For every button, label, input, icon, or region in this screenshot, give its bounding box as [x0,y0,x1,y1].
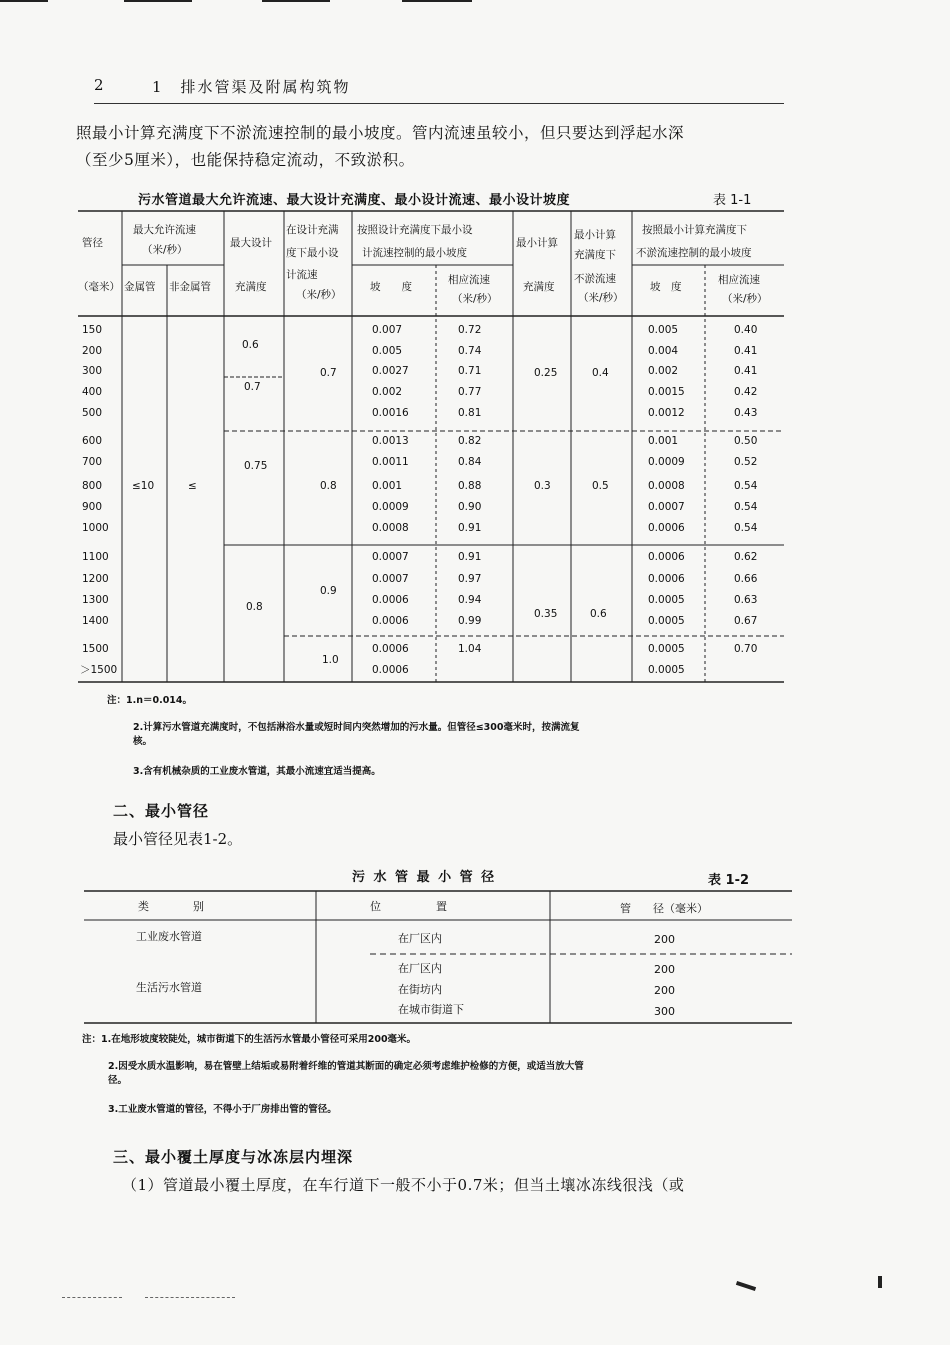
calc-slope-cell: 0.004 [648,345,679,357]
t2-hdr-category: 类 别 [138,900,204,913]
min-calc-fill-0: 0.25 [534,367,558,379]
hdr-nonmetal: 非金属管 [169,281,211,293]
design-velocity-cell: 1.04 [458,643,482,655]
design-slope-cell: 0.002 [372,386,403,398]
hdr-nonsilt-1: 最小计算 [574,229,616,241]
t2-row1-category: 生活污水管道 [136,981,202,994]
hdr-mincalc-1: 最小计算 [516,237,558,249]
design-velocity-cell: 0.88 [458,480,482,492]
hdr-corrv2-2: （米/秒） [722,293,768,305]
design-slope-cell: 0.0006 [372,643,409,655]
t2-hdr-location: 位 置 [370,900,447,913]
diameter-cell: 1000 [82,522,109,534]
intro-line-1: 照最小计算充满度下不淤流速控制的最小坡度。管内流速虽较小，但只要达到浮起水深 [76,124,685,142]
diameter-cell: 900 [82,501,103,513]
intro-line-2: （至少5厘米），也能保持稳定流动，不致淤积。 [76,151,415,169]
table1-note-2-line2: 核。 [133,736,153,747]
design-velocity-cell: 0.77 [458,386,482,398]
calc-slope-cell: 0.0007 [648,501,685,513]
calc-slope-cell: 0.0012 [648,407,685,419]
calc-slope-cell: 0.0005 [648,643,685,655]
calc-velocity-cell: 0.43 [734,407,758,419]
table1-caption: 污水管道最大允许流速、最大设计充满度、最小设计流速、最小设计坡度 [138,193,571,208]
min-design-velocity-0: 0.7 [320,367,337,379]
hdr-slope-group-1: 按照设计充满度下最小设 [357,224,473,236]
table2-note-1: 注：1.在地形坡度较陡处，城市街道下的生活污水管最小管径可采用200毫米。 [82,1034,417,1045]
design-slope-cell: 0.005 [372,345,403,357]
hdr-slope-group2-1: 按照最小计算充满度下 [642,224,747,236]
calc-velocity-cell: 0.41 [734,365,758,377]
diameter-cell: 1400 [82,615,109,627]
design-velocity-cell: 0.91 [458,551,482,563]
section-3-text: （1）管道最小覆土厚度，在车行道下一般不小于0.7米；但当土壤冰冻线很浅（或 [122,1176,685,1194]
calc-slope-cell: 0.0005 [648,615,685,627]
calc-slope-cell: 0.002 [648,365,679,377]
table2-note-2-line1: 2.因受水质水温影响，易在管壁上结垢或易附着纤维的管道其断面的确定必须考虑维护检修的方便，或适当放大管 [108,1061,584,1072]
hdr-diameter-2: （毫米） [78,281,120,293]
t2-row3-diameter: 300 [654,1005,675,1018]
calc-slope-cell: 0.0005 [648,594,685,606]
hdr-metal: 金属管 [124,281,156,293]
max-fill-3: 0.8 [246,601,263,613]
scan-mark [62,1297,122,1299]
diameter-cell: 200 [82,345,103,357]
design-slope-cell: 0.0006 [372,594,409,606]
hdr-maxv-1: 最大允许流速 [133,224,196,236]
calc-velocity-cell: 0.70 [734,643,758,655]
hdr-maxv-2: （米/秒） [142,244,188,256]
calc-velocity-cell: 0.67 [734,615,758,627]
calc-slope-cell: 0.0005 [648,664,685,676]
calc-velocity-cell: 0.42 [734,386,758,398]
calc-slope-cell: 0.0015 [648,386,685,398]
design-slope-cell: 0.0027 [372,365,409,377]
design-velocity-cell: 0.82 [458,435,482,447]
diameter-cell: 300 [82,365,103,377]
table2-note-3: 3.工业废水管道的管径，不得小于厂房排出管的管径。 [108,1104,337,1115]
design-velocity-cell: 0.91 [458,522,482,534]
hdr-mindv-1: 在设计充满 [286,224,339,236]
diameter-cell: 150 [82,324,103,336]
hdr-diameter-1: 管径 [82,237,103,249]
t2-row0-diameter: 200 [654,933,675,946]
design-velocity-cell: 0.72 [458,324,482,336]
calc-slope-cell: 0.0006 [648,573,685,585]
hdr-corrv2-1: 相应流速 [718,274,760,286]
chapter-title: 1 排水管渠及附属构筑物 [152,78,351,96]
min-calc-fill-2: 0.35 [534,608,558,620]
section-2-text: 最小管径见表1-2。 [113,830,243,848]
hdr-mindv-4: （米/秒） [296,289,342,301]
nonsilt-velocity-2: 0.6 [590,608,607,620]
hdr-nonsilt-2: 充满度下 [574,249,616,261]
t2-row1-location: 在厂区内 [398,962,442,975]
design-slope-cell: 0.0011 [372,456,409,468]
design-slope-cell: 0.0007 [372,573,409,585]
diameter-cell: ＞1500 [80,664,118,676]
hdr-slope2: 坡 度 [650,281,682,293]
design-velocity-cell: 0.81 [458,407,482,419]
table2-number: 表 1-2 [708,873,750,888]
hdr-nonsilt-4: （米/秒） [578,292,624,304]
hdr-corrv-1: 相应流速 [448,274,490,286]
calc-velocity-cell: 0.54 [734,522,758,534]
section-2-title: 二、最小管径 [113,802,210,820]
hdr-mincalc-2: 充满度 [523,281,555,293]
design-slope-cell: 0.0016 [372,407,409,419]
calc-slope-cell: 0.0009 [648,456,685,468]
calc-velocity-cell: 0.52 [734,456,758,468]
hdr-maxfill-1: 最大设计 [230,237,272,249]
design-slope-cell: 0.0006 [372,615,409,627]
diameter-cell: 400 [82,386,103,398]
design-slope-cell: 0.0008 [372,522,409,534]
design-velocity-cell: 0.74 [458,345,482,357]
design-slope-cell: 0.001 [372,480,403,492]
calc-velocity-cell: 0.54 [734,480,758,492]
table1-note-1: 注：1.n＝0.014。 [107,695,193,706]
hdr-slope-group2-2: 不淤流速控制的最小坡度 [636,247,752,259]
diameter-cell: 1300 [82,594,109,606]
diameter-cell: 1200 [82,573,109,585]
design-slope-cell: 0.0013 [372,435,409,447]
design-velocity-cell: 0.99 [458,615,482,627]
table1-note-3: 3.含有机械杂质的工业废水管道，其最小流速宜适当提高。 [133,766,381,777]
calc-velocity-cell: 0.63 [734,594,758,606]
min-design-velocity-2: 0.9 [320,585,337,597]
t2-row2-diameter: 200 [654,984,675,997]
calc-velocity-cell: 0.40 [734,324,758,336]
calc-slope-cell: 0.001 [648,435,679,447]
calc-slope-cell: 0.0008 [648,480,685,492]
calc-velocity-cell: 0.66 [734,573,758,585]
min-design-velocity-1: 0.8 [320,480,337,492]
calc-slope-cell: 0.0006 [648,522,685,534]
min-design-velocity-3: 1.0 [322,654,339,666]
diameter-cell: 700 [82,456,103,468]
t2-row0-location: 在厂区内 [398,932,442,945]
hdr-mindv-2: 度下最小设 [286,247,339,259]
calc-slope-cell: 0.005 [648,324,679,336]
calc-velocity-cell: 0.50 [734,435,758,447]
design-velocity-cell: 0.94 [458,594,482,606]
design-slope-cell: 0.007 [372,324,403,336]
table2-caption: 污 水 管 最 小 管 径 [352,870,497,885]
table2-note-2 [108,1060,798,1088]
scan-mark [878,1276,882,1288]
t2-row1-diameter: 200 [654,963,675,976]
t2-hdr-diameter: 管 径（毫米） [620,902,708,915]
table2-note-2-line2: 径。 [108,1075,128,1086]
design-velocity-cell: 0.90 [458,501,482,513]
diameter-cell: 1100 [82,551,109,563]
page-number: 2 [94,76,104,94]
design-slope-cell: 0.0007 [372,551,409,563]
calc-slope-cell: 0.0006 [648,551,685,563]
calc-velocity-cell: 0.62 [734,551,758,563]
hdr-corrv-2: （米/秒） [452,293,498,305]
hdr-slope: 坡 度 [370,281,412,293]
diameter-cell: 800 [82,480,103,492]
t2-row3-location: 在城市街道下 [398,1003,464,1016]
hdr-nonsilt-3: 不淤流速 [574,273,616,285]
table1-number: 表 1-1 [713,193,752,208]
diameter-cell: 600 [82,435,103,447]
section-3-title: 三、最小覆土厚度与冰冻层内埋深 [113,1148,354,1166]
diameter-cell: 1500 [82,643,109,655]
max-fill-1: 0.7 [244,381,261,393]
calc-velocity-cell: 0.54 [734,501,758,513]
t2-row0-category: 工业废水管道 [136,930,202,943]
hdr-slope-group-2: 计流速控制的最小坡度 [362,247,467,259]
diameter-cell: 500 [82,407,103,419]
metal-max-velocity: ≤10 [132,480,155,492]
max-fill-2: 0.75 [244,460,268,472]
min-calc-fill-1: 0.3 [534,480,551,492]
nonsilt-velocity-1: 0.5 [592,480,609,492]
design-velocity-cell: 0.97 [458,573,482,585]
design-velocity-cell: 0.84 [458,456,482,468]
design-velocity-cell: 0.71 [458,365,482,377]
t2-row2-location: 在街坊内 [398,983,442,996]
design-slope-cell: 0.0009 [372,501,409,513]
scan-mark [145,1297,235,1299]
max-fill-0: 0.6 [242,339,259,351]
hdr-mindv-3: 计流速 [286,269,318,281]
design-slope-cell: 0.0006 [372,664,409,676]
hdr-maxfill-2: 充满度 [235,281,267,293]
nonsilt-velocity-0: 0.4 [592,367,609,379]
calc-velocity-cell: 0.41 [734,345,758,357]
nonmetal-max-velocity: ≤ [188,480,197,492]
table1-note-2-line1: 2.计算污水管道充满度时，不包括淋浴水量或短时间内突然增加的污水量。但管径≤300毫米时，按满流复 [133,722,580,733]
